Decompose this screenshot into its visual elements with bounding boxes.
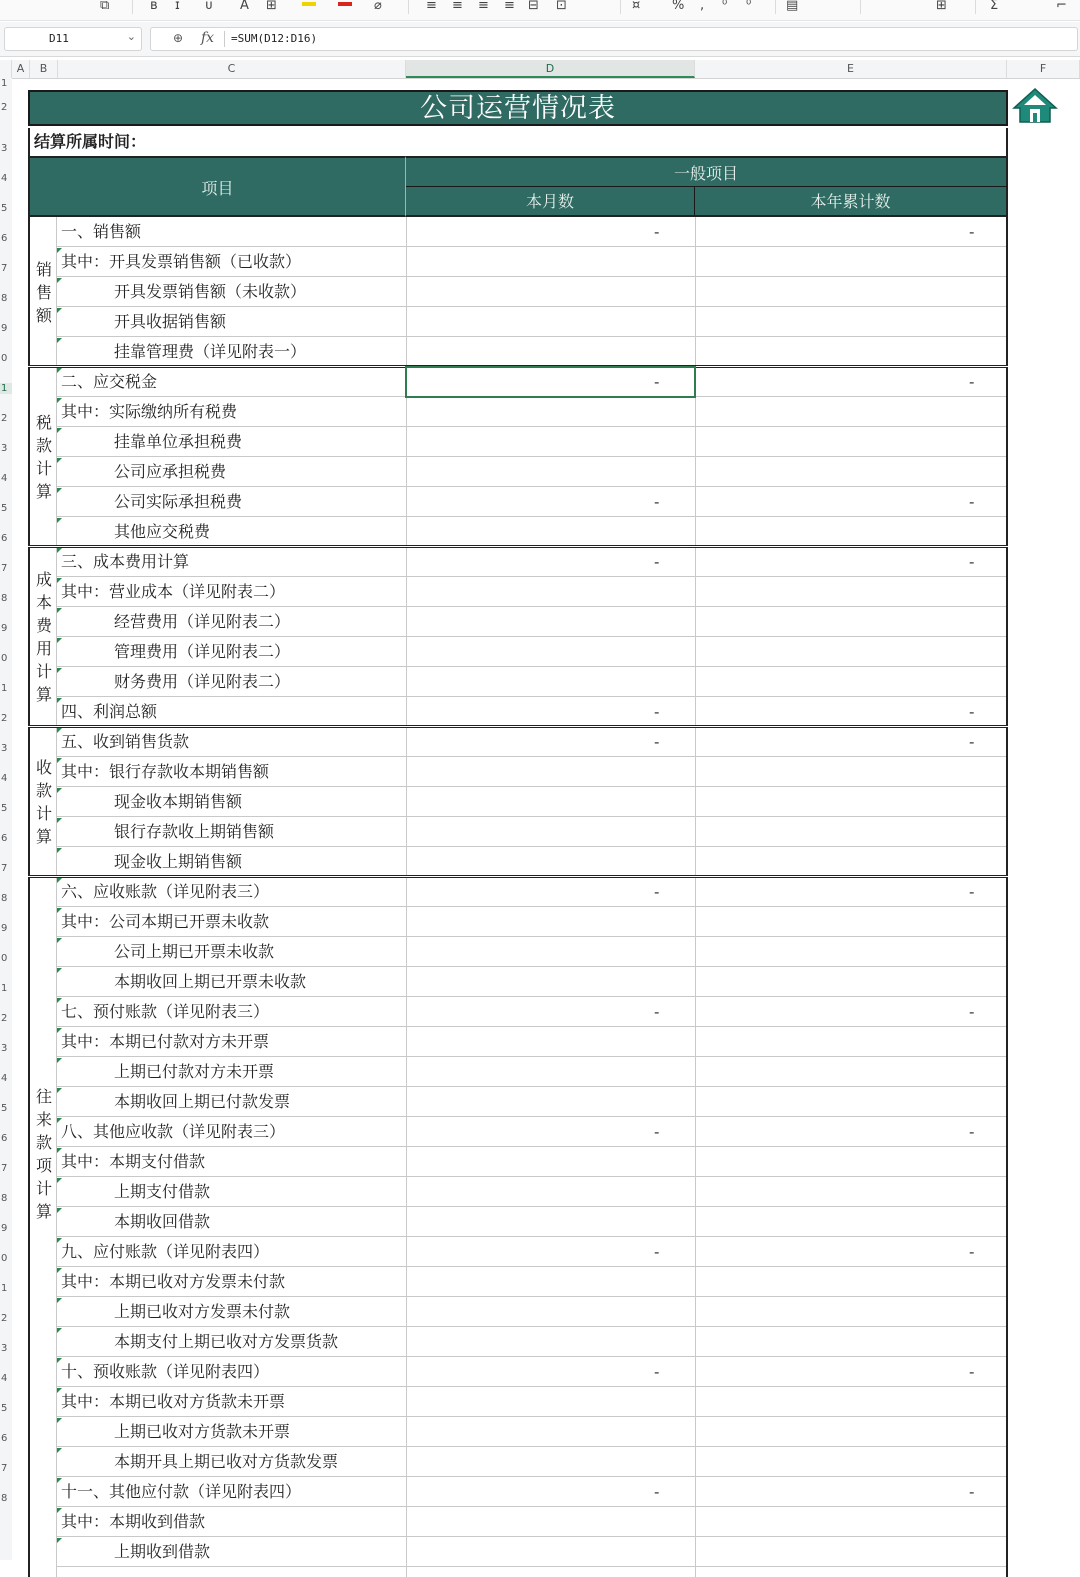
row-number[interactable]: 8: [1, 293, 8, 304]
home-icon[interactable]: [1011, 86, 1059, 126]
row-number[interactable]: 7: [1, 563, 8, 574]
comment-marker: [57, 338, 62, 343]
zoom-icon[interactable]: ⊕: [173, 31, 184, 45]
row-number[interactable]: 5: [1, 203, 8, 214]
row-label[interactable]: 四、利润总额: [61, 702, 158, 721]
group-label-char: 款: [35, 436, 52, 455]
row-number[interactable]: 6: [1, 833, 8, 844]
toolbar-separator: [860, 0, 861, 14]
toolbar-separator: [775, 0, 776, 14]
row-number[interactable]: 7: [1, 263, 8, 274]
row-label[interactable]: 其中：本期已收对方发票未付款: [61, 1272, 286, 1291]
row-number[interactable]: 4: [1, 1373, 8, 1384]
row-label[interactable]: 本期开具上期已收对方货款发票: [114, 1452, 339, 1471]
border-icon[interactable]: ⊞: [266, 0, 277, 13]
group-label-char: 计: [35, 804, 52, 823]
align-left-icon[interactable]: ≡: [426, 0, 437, 13]
row-number[interactable]: 1: [1, 983, 8, 994]
group-label-char: 额: [35, 305, 52, 325]
row-label[interactable]: 本期支付上期已收对方发票货款: [114, 1332, 339, 1351]
bold-icon[interactable]: ʙ: [150, 0, 158, 13]
row-label[interactable]: 公司上期已开票未收款: [114, 942, 275, 961]
row-label[interactable]: 经营费用（详见附表二）: [114, 612, 291, 631]
group-label-char: 售: [35, 282, 52, 302]
column-header-b[interactable]: B: [30, 60, 58, 78]
row-label[interactable]: 八、其他应收款（详见附表三）: [61, 1122, 286, 1141]
month-value[interactable]: -: [654, 553, 660, 571]
header-month: 本月数: [406, 187, 695, 217]
ytd-value[interactable]: -: [969, 883, 975, 901]
ytd-value[interactable]: -: [969, 1363, 975, 1381]
row-label[interactable]: 其中：本期已付款对方未开票: [61, 1032, 270, 1051]
row-label[interactable]: 五、收到销售货款: [61, 732, 190, 751]
comment-marker: [57, 368, 62, 373]
comment-marker: [57, 1418, 62, 1423]
comment-marker: [57, 1388, 62, 1393]
chevron-down-icon[interactable]: ⌄: [126, 30, 136, 43]
row-number[interactable]: 7: [1, 863, 8, 874]
month-value[interactable]: -: [654, 1003, 660, 1021]
ytd-value[interactable]: -: [969, 703, 975, 721]
ytd-value[interactable]: -: [969, 1003, 975, 1021]
row-label[interactable]: 管理费用（详见附表二）: [114, 642, 291, 661]
table-style-icon[interactable]: ▤: [786, 0, 799, 13]
row-number[interactable]: 6: [1, 1133, 8, 1144]
comment-marker: [57, 878, 62, 883]
table-border-vertical: [1006, 217, 1008, 1577]
formula-bar: [0, 22, 1080, 57]
group-label-char: 本: [35, 593, 52, 612]
row-label[interactable]: 九、应付账款（详见附表四）: [61, 1242, 270, 1261]
row-number[interactable]: 7: [1, 1163, 8, 1174]
row-number[interactable]: 2: [1, 1013, 8, 1024]
row-label[interactable]: 挂靠管理费（详见附表一）: [114, 342, 307, 361]
toolbar-separator: [132, 0, 133, 14]
header-general: 一般项目: [406, 156, 1008, 187]
font-size-icon[interactable]: A: [240, 0, 249, 13]
currency-icon[interactable]: ¤: [632, 0, 641, 13]
row-label[interactable]: 上期收到借款: [114, 1542, 211, 1561]
row-label[interactable]: 公司实际承担税费: [114, 492, 243, 511]
row-number[interactable]: 4: [1, 473, 8, 484]
ytd-value[interactable]: -: [969, 223, 975, 241]
comment-marker: [57, 1358, 62, 1363]
group-label-char: 费: [35, 616, 52, 635]
month-value[interactable]: -: [654, 703, 660, 721]
row-label[interactable]: 开具收据销售额: [114, 312, 227, 331]
row-label[interactable]: 一、销售额: [61, 222, 142, 241]
ytd-value[interactable]: -: [969, 553, 975, 571]
active-cell-d11[interactable]: [405, 366, 696, 398]
row-number[interactable]: 3: [1, 743, 8, 754]
row-number[interactable]: 9: [1, 923, 8, 934]
ribbon-toolbar: [0, 0, 1080, 21]
row-number[interactable]: 5: [1, 1403, 8, 1414]
sheet-title: 公司运营情况表: [28, 90, 1008, 126]
row-number[interactable]: 1: [1, 683, 8, 694]
row-number[interactable]: 1: [1, 1283, 8, 1294]
row-number[interactable]: 4: [1, 173, 8, 184]
font-color-icon[interactable]: [338, 2, 352, 6]
copy-icon[interactable]: ⧉: [100, 0, 110, 13]
formula-text: =SUM(D12:D16): [231, 32, 318, 45]
comment-marker: [57, 1478, 62, 1483]
month-value[interactable]: -: [654, 373, 660, 391]
comment-marker: [57, 398, 62, 403]
row-label[interactable]: 其中：实际缴纳所有税费: [61, 402, 238, 421]
group-label-char: 项: [35, 1155, 52, 1175]
ytd-value[interactable]: -: [969, 1483, 975, 1501]
row-number[interactable]: 8: [1, 893, 8, 904]
comment-marker: [57, 548, 62, 553]
sum-icon[interactable]: Σ: [990, 0, 999, 13]
name-box[interactable]: [4, 27, 142, 51]
row-number[interactable]: 5: [1, 803, 8, 814]
group-label: [30, 258, 58, 327]
column-header-c[interactable]: C: [58, 60, 406, 78]
comment-marker: [57, 848, 62, 853]
column-gridline: [406, 217, 407, 1577]
group-label-char: 收: [35, 758, 52, 777]
row-label[interactable]: 十、预收账款（详见附表四）: [61, 1362, 270, 1381]
row-number[interactable]: 5: [1, 1103, 8, 1114]
row-number[interactable]: 3: [1, 1043, 8, 1054]
row-label[interactable]: 上期已收对方货款未开票: [114, 1422, 291, 1441]
ytd-value[interactable]: -: [969, 1123, 975, 1141]
group-label: [30, 411, 58, 503]
wrap-text-icon[interactable]: ⊡: [556, 0, 567, 13]
row-number[interactable]: 3: [1, 1343, 8, 1354]
comment-marker: [57, 1298, 62, 1303]
row-headers: [0, 78, 12, 1560]
column-header-a[interactable]: A: [12, 60, 30, 78]
row-number[interactable]: 0: [1, 653, 8, 664]
italic-icon[interactable]: ɪ: [175, 0, 180, 13]
row-label[interactable]: 公司应承担税费: [114, 462, 227, 481]
row-number[interactable]: 2: [1, 102, 8, 113]
row-number[interactable]: 9: [1, 1223, 8, 1234]
column-header-f[interactable]: F: [1007, 60, 1080, 78]
row-number[interactable]: 3: [1, 143, 8, 154]
group-label-char: 算: [35, 1201, 52, 1221]
comment-marker: [57, 1238, 62, 1243]
group-separator: [28, 725, 1008, 726]
row-number[interactable]: 1: [1, 78, 8, 89]
row-number[interactable]: 2: [1, 713, 8, 724]
comment-marker: [57, 968, 62, 973]
month-value[interactable]: -: [654, 1483, 660, 1501]
formula-input[interactable]: [150, 27, 1078, 51]
row-number[interactable]: 0: [1, 953, 8, 964]
row-label[interactable]: 上期已收对方发票未付款: [114, 1302, 291, 1321]
cell-reference: D11: [49, 32, 69, 45]
more-icon[interactable]: ⌐: [1056, 0, 1067, 13]
decimal-decrease-icon[interactable]: ⁰: [746, 0, 752, 13]
header-item: 项目: [28, 156, 406, 217]
row-number[interactable]: 7: [1, 1463, 8, 1474]
percent-icon[interactable]: %: [672, 0, 685, 13]
merge-icon[interactable]: ⊟: [528, 0, 539, 13]
row-number[interactable]: 4: [1, 1073, 8, 1084]
align-right-icon[interactable]: ≡: [478, 0, 489, 13]
ytd-value[interactable]: -: [969, 733, 975, 751]
group-label-char: 销: [35, 259, 52, 279]
group-separator: [28, 545, 1008, 546]
group-label-char: 往: [35, 1086, 52, 1106]
group-separator: [28, 875, 1008, 876]
row-label[interactable]: 财务费用（详见附表二）: [114, 672, 291, 691]
group-label-char: 计: [35, 459, 52, 478]
comment-marker: [57, 908, 62, 913]
group-label-char: 用: [35, 639, 52, 658]
align-center-icon[interactable]: ≡: [452, 0, 463, 13]
month-value[interactable]: -: [654, 223, 660, 241]
group-label-char: 成: [35, 570, 52, 589]
group-label: [30, 756, 58, 848]
comment-marker: [57, 1268, 62, 1273]
group-label-char: 税: [35, 413, 52, 432]
ytd-value[interactable]: -: [969, 493, 975, 511]
row-number[interactable]: 8: [1, 593, 8, 604]
fill-color-icon[interactable]: [302, 2, 316, 6]
comment-marker: [57, 1028, 62, 1033]
row-label[interactable]: 银行存款收上期销售额: [114, 822, 275, 841]
group-label-char: 来: [35, 1109, 52, 1129]
row-label[interactable]: 上期已付款对方未开票: [114, 1062, 275, 1081]
row-label[interactable]: 其中：开具发票销售额（已收款）: [61, 252, 302, 271]
group-label-char: 计: [35, 662, 52, 681]
month-value[interactable]: -: [654, 493, 660, 511]
row-label[interactable]: 开具发票销售额（未收款）: [114, 282, 307, 301]
row-label[interactable]: 其中：本期收到借款: [61, 1512, 206, 1531]
month-value[interactable]: -: [654, 883, 660, 901]
column-headers: [0, 60, 1080, 79]
column-header-e[interactable]: E: [695, 60, 1007, 78]
row-label[interactable]: 现金收上期销售额: [114, 852, 243, 871]
row-label[interactable]: 其中：公司本期已开票未收款: [61, 912, 270, 931]
row-number[interactable]: 8: [1, 1493, 8, 1504]
row-label[interactable]: 其中：营业成本（详见附表二）: [61, 582, 286, 601]
group-label-char: 算: [35, 482, 52, 501]
select-all-corner[interactable]: [0, 60, 12, 78]
row-number[interactable]: 8: [1, 1193, 8, 1204]
row-number[interactable]: 5: [1, 503, 8, 514]
row-number[interactable]: 0: [1, 353, 8, 364]
comment-marker: [57, 248, 62, 253]
row-number[interactable]: 2: [1, 413, 8, 424]
group-label-char: 款: [35, 781, 52, 800]
row-number[interactable]: 9: [1, 323, 8, 334]
comment-marker: [57, 1538, 62, 1543]
month-value[interactable]: -: [654, 1363, 660, 1381]
clear-format-icon[interactable]: ⌀: [374, 0, 382, 13]
row-label[interactable]: 其中：本期支付借款: [61, 1152, 206, 1171]
month-value[interactable]: -: [654, 1123, 660, 1141]
comma-icon[interactable]: ,: [700, 0, 705, 13]
row-number[interactable]: 1: [0, 383, 12, 394]
row-label[interactable]: 其中：本期已收对方货款未开票: [61, 1392, 286, 1411]
group-label-char: 算: [35, 827, 52, 846]
row-number[interactable]: 3: [1, 443, 8, 454]
comment-marker: [57, 1508, 62, 1513]
ytd-value[interactable]: -: [969, 373, 975, 391]
row-label[interactable]: 其中：银行存款收本期销售额: [61, 762, 270, 781]
toolbar-separator: [620, 0, 621, 14]
row-number[interactable]: 6: [1, 533, 8, 544]
justify-icon[interactable]: ≡: [504, 0, 515, 13]
row-number[interactable]: 0: [1, 1253, 8, 1264]
row-number[interactable]: 4: [1, 773, 8, 784]
month-value[interactable]: -: [654, 733, 660, 751]
row-label[interactable]: 十一、其他应付款（详见附表四）: [61, 1482, 302, 1501]
group-label-char: 计: [35, 1178, 52, 1198]
comment-marker: [57, 518, 62, 523]
formula-separator: [224, 31, 225, 47]
row-gridline: [56, 726, 1006, 727]
row-label[interactable]: 三、成本费用计算: [61, 552, 190, 571]
header-ytd: 本年累计数: [695, 187, 1008, 217]
comment-marker: [57, 1058, 62, 1063]
row-label[interactable]: 本期收回上期已付款发票: [114, 1092, 291, 1111]
row-label[interactable]: 七、预付账款（详见附表三）: [61, 1002, 270, 1021]
row-label[interactable]: 本期收回借款: [114, 1212, 211, 1231]
row-label[interactable]: 本期收回上期已开票未收款: [114, 972, 307, 991]
comment-marker: [57, 998, 62, 1003]
decimal-icon[interactable]: ⁰: [722, 0, 728, 13]
row-label[interactable]: 挂靠单位承担税费: [114, 432, 243, 451]
ytd-value[interactable]: -: [969, 1243, 975, 1261]
comment-marker: [57, 728, 62, 733]
row-number[interactable]: 6: [1, 233, 8, 244]
row-number[interactable]: 9: [1, 623, 8, 634]
row-label[interactable]: 二、应交税金: [61, 372, 158, 391]
row-label[interactable]: 六、应收账款（详见附表三）: [61, 882, 270, 901]
column-gridline: [695, 217, 696, 1577]
group-label: [30, 568, 58, 706]
row-label[interactable]: 其他应交税费: [114, 522, 211, 541]
group-label: [30, 1085, 58, 1223]
underline-icon[interactable]: ᴜ: [205, 0, 213, 13]
insert-icon[interactable]: ⊞: [936, 0, 947, 13]
period-label[interactable]: 结算所属时间：: [28, 128, 1008, 156]
group-label-char: 款: [35, 1132, 52, 1152]
row-label[interactable]: 上期支付借款: [114, 1182, 211, 1201]
comment-marker: [57, 938, 62, 943]
comment-marker: [57, 1328, 62, 1333]
comment-marker: [57, 1448, 62, 1453]
row-label[interactable]: 现金收本期销售额: [114, 792, 243, 811]
month-value[interactable]: -: [654, 1243, 660, 1261]
row-number[interactable]: 2: [1, 1313, 8, 1324]
row-number[interactable]: 6: [1, 1433, 8, 1444]
column-header-d[interactable]: D: [406, 60, 695, 78]
toolbar-separator: [408, 0, 409, 14]
toolbar-separator: [975, 0, 976, 14]
group-label-char: 算: [35, 685, 52, 704]
function-icon[interactable]: fx: [201, 30, 215, 46]
